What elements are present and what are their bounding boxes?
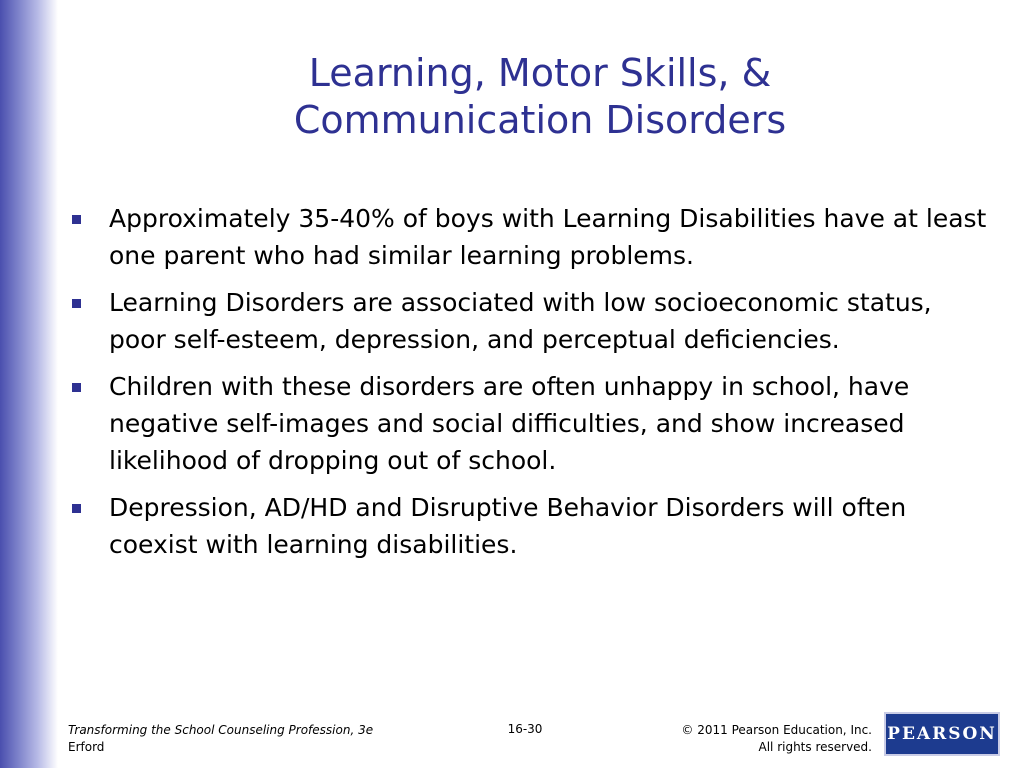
bullet-item: [72, 489, 992, 563]
side-gradient-stripe: [0, 0, 58, 768]
pearson-logo: [884, 712, 1000, 756]
bullet-item: [72, 200, 992, 274]
copyright-line-1: © 2011 Pearson Education, Inc.: [681, 723, 872, 737]
slide-title-line-1: Learning, Motor Skills, &: [308, 51, 772, 95]
square-bullet-icon: [72, 504, 81, 513]
square-bullet-icon: [72, 299, 81, 308]
square-bullet-icon: [72, 383, 81, 392]
square-bullet-icon: [72, 215, 81, 224]
bullet-text: Depression, AD/HD and Disruptive Behavior Disorders will often coexist with learning disabilities.: [109, 493, 907, 559]
bullet-text: Approximately 35-40% of boys with Learning Disabilities have at least one parent who had similar learning problems.: [109, 204, 987, 270]
footer-book-title: Transforming the School Counseling Profession, 3e: [68, 723, 374, 737]
bullet-list: [72, 200, 992, 573]
pearson-logo-text: PEARSON: [887, 724, 997, 744]
bullet-text: Children with these disorders are often unhappy in school, have negative self-images and social difficulties, and show increased likelihood of dropping out of school.: [109, 372, 910, 475]
footer-copyright: [681, 722, 872, 756]
slide-number: 16-30: [507, 722, 543, 736]
copyright-line-2: All rights reserved.: [758, 740, 872, 754]
slide-title: [150, 50, 930, 144]
footer-author: Erford: [68, 740, 105, 754]
bullet-item: [72, 284, 992, 358]
footer-book-info: [68, 722, 373, 756]
slide-title-line-2: Communication Disorders: [293, 98, 787, 142]
bullet-text: Learning Disorders are associated with low socioeconomic status, poor self-esteem, depression, and perceptual deficiencies.: [109, 288, 932, 354]
bullet-item: [72, 368, 992, 479]
